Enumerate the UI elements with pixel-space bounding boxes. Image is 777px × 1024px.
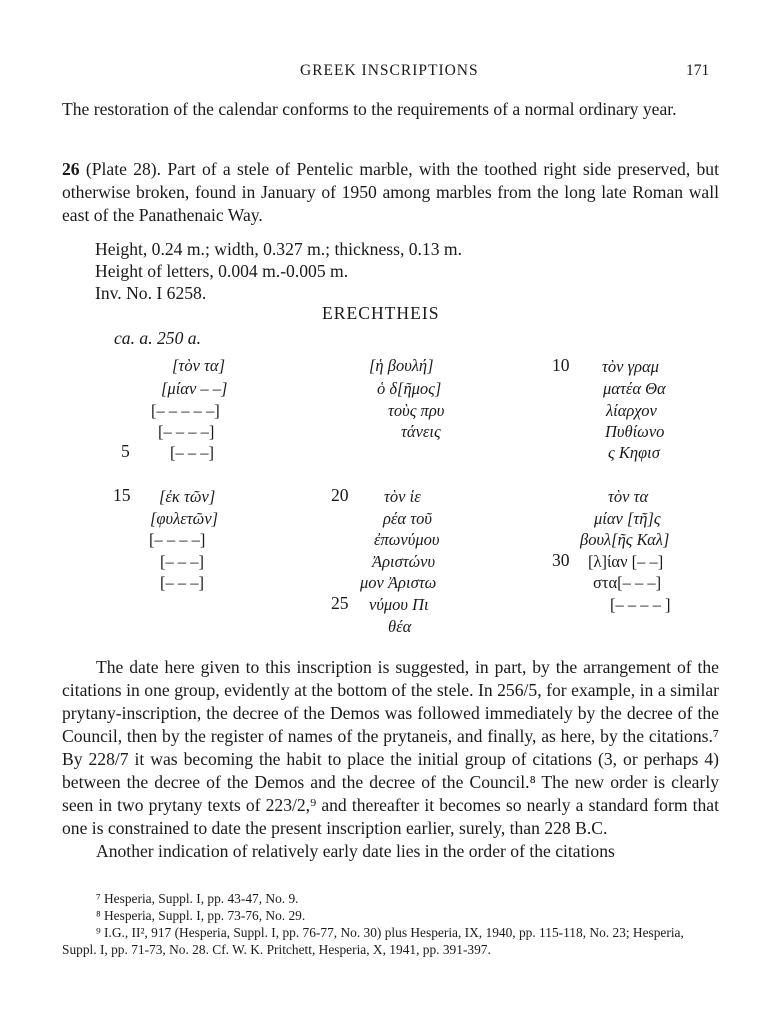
footnote-9: ⁹ I.G., II², 917 (Hesperia, Suppl. I, pp. 76-77, No. 30) plus Hesperia, IX, 1940, pp. 115-118, No. 23; Hesperia, Suppl. I, pp. 71-73, No. 28. Cf. W. K. Pritchett, Hesperia, X, 1941, pp. 391-397. (62, 925, 684, 957)
inscription-line: [– – – – –] (151, 401, 220, 420)
inscription-line: λίαρχον (606, 401, 657, 420)
inscription-line: στα[– – –] (593, 573, 662, 592)
inscription-line: νύμου Πι (369, 595, 429, 614)
inventory-number: Inv. No. I 6258. (95, 283, 207, 303)
inscription-line: [μίαν – –] (161, 379, 228, 398)
inscription-line: τὸν γραμ (602, 357, 659, 376)
inscription-line: μίαν [τῆ]ς (594, 509, 661, 528)
inscription-line: [– – –] (170, 443, 214, 462)
inscription-line: βουλ[ῆς Καλ] (580, 530, 670, 549)
inscription-line: ἐπωνύμου (374, 530, 440, 549)
inscription-line: [– – – – ] (610, 595, 671, 614)
running-header: GREEK INSCRIPTIONS (300, 62, 479, 79)
inscription-line: [– – – –] (158, 422, 215, 441)
page-number: 171 (686, 62, 710, 79)
line-number: 30 (552, 550, 570, 570)
footnote-7: ⁷ Hesperia, Suppl. I, pp. 43-47, No. 9. (96, 891, 299, 906)
inscription-line: [– – –] (160, 573, 204, 592)
inscription-line: θέα (388, 617, 412, 636)
inscription-line: [ἡ βουλή] (369, 356, 434, 375)
line-number: 25 (331, 593, 349, 613)
inscription-date: ca. a. 250 a. (114, 328, 201, 348)
tribe-heading: ERECHTHEIS (322, 303, 440, 323)
entry-text: (Plate 28). Part of a stele of Pentelic marble, with the toothed right side preserved, but otherwise broken, found in January of 1950 among marbles from the long late Roman wall east of the Panathenaic Way. (62, 159, 719, 225)
inscription-line: Ἀριστώνυ (372, 552, 436, 571)
inscription-line: τοὺς πρυ (388, 401, 445, 420)
inscription-line: μον Ἀριστω (360, 573, 437, 592)
inscription-line: τὸν ἱε (384, 487, 421, 506)
intro-paragraph: The restoration of the calendar conforms to the requirements of a normal ordinary year. (62, 99, 677, 119)
inscription-line: ὁ δ[ῆμος] (377, 379, 442, 398)
entry-paragraph (62, 158, 719, 227)
inscription-line: [– – –] (160, 552, 204, 571)
inscription-line: [ἐκ τῶν] (159, 487, 216, 506)
inscription-line: [τὸν τα] (172, 356, 226, 375)
footnote-8: ⁸ Hesperia, Suppl. I, pp. 73-76, No. 29. (96, 908, 306, 923)
line-number: 15 (113, 485, 131, 505)
inscription-line: τάνεις (401, 422, 441, 441)
inscription-line: τὸν τα (608, 487, 649, 506)
inscription-line: ς Κηφισ (608, 443, 660, 462)
discussion-paragraph: The date here given to this inscription is suggested, in part, by the arrangement of the citations in one group, evidently at the bottom of the stele. In 256/5, for example, in a similar prytany-inscription, the decree of the Demos was followed immediately by the decree of the Council, then by the register of names of the prytaneis, and finally, as here, by the citations.⁷ By 228/7 it was becoming the habit to place the initial group of citations (3, or perhaps 4) between the decree of the Demos and the decree of the Council.⁸ The new order is clearly seen in two prytany texts of 223/2,⁹ and thereafter it becomes so nearly a standard form that one is constrained to date the present inscription earlier, surely, than 228 B.C. (62, 657, 719, 838)
discussion-paragraph-continued: Another indication of relatively early date lies in the order of the citations (96, 841, 615, 861)
line-number: 20 (331, 485, 349, 505)
inscription-line: Πυθίωνο (605, 422, 665, 441)
inscription-line: [– – – –] (149, 530, 206, 549)
letter-height: Height of letters, 0.004 m.-0.005 m. (95, 261, 349, 281)
inscription-line: ματέα Θα (603, 379, 666, 398)
inscription-line: [λ]ίαν [– –] (588, 552, 664, 571)
line-number: 5 (121, 441, 130, 461)
entry-number: 26 (62, 159, 80, 179)
inscription-line: [φυλετῶν] (150, 509, 219, 528)
dimensions: Height, 0.24 m.; width, 0.327 m.; thickness, 0.13 m. (95, 239, 463, 259)
inscription-line: ρέα τοῦ (383, 509, 432, 528)
line-number: 10 (552, 355, 570, 375)
